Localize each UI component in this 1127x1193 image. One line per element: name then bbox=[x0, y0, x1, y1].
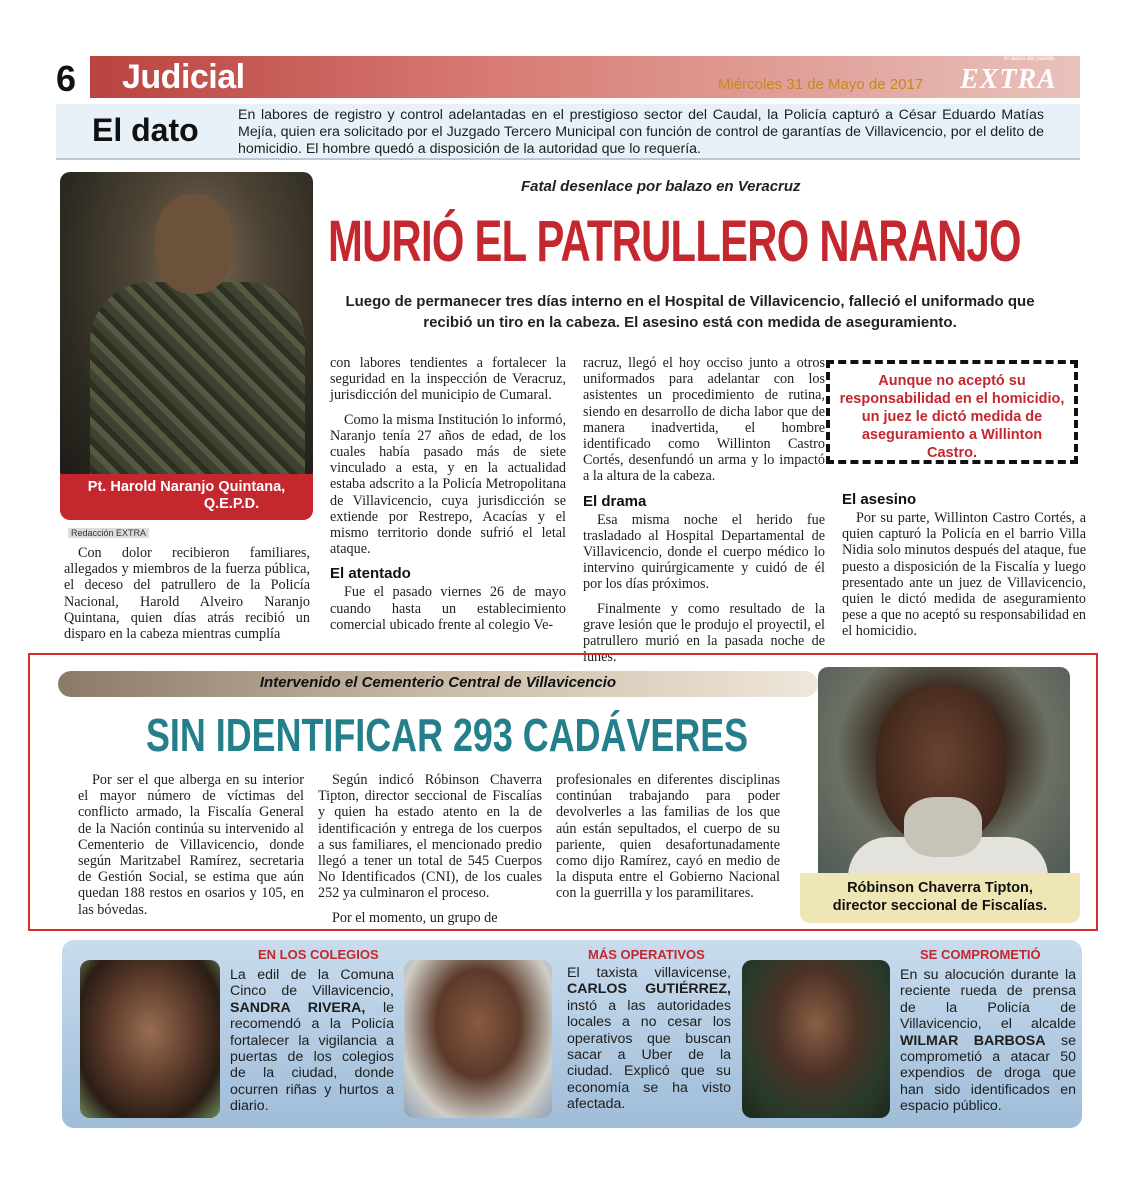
story2-headline: SIN IDENTIFICAR 293 CADÁVERES bbox=[146, 709, 749, 761]
brief-1-photo bbox=[80, 960, 220, 1118]
brief-2-photo bbox=[404, 960, 552, 1118]
subhead-atentado: El atentado bbox=[330, 565, 411, 583]
story2-kicker: Intervenido el Cementerio Central de Villavicencio bbox=[259, 674, 617, 691]
brief-2-head: MÁS OPERATIVOS bbox=[588, 947, 705, 962]
brief-3-head: SE COMPROMETIÓ bbox=[920, 947, 1041, 962]
paragraph: Como la misma Institución lo informó, Naranjo tenía 27 años de edad, de los cuales había pasado más de siete vinculado a esta, y en la actualidad estaba adscrito a la Policía Metropolitana de Villavicencio, cuya jurisdicción se extiende por Restrepo, Acacías y el mismo territorio donde sufrió el letal ataque. bbox=[330, 411, 566, 558]
brief-name: CARLOS GUTIÉRREZ, bbox=[567, 981, 731, 998]
brief-1-text bbox=[230, 967, 394, 1115]
paragraph: Por su parte, Willinton Castro Cortés, a quien capturó la Policía en el barrio Villa Nidia solo minutos después del ataque, fue puesto a disposición de la Fiscalía y luego presentado ante un juez de Villavicencio, quien le dictó medida de aseguramiento pese a que no aceptó su responsabilidad en el homicidio. bbox=[842, 510, 1086, 640]
story2-column-3 bbox=[556, 772, 780, 910]
dato-title: El dato bbox=[92, 112, 199, 148]
subhead-asesino: El asesino bbox=[842, 491, 917, 508]
brief-text-post: se comprometió a atacar 50 expendios de droga que han sido identificados en espacio público. bbox=[900, 1032, 1076, 1115]
publication-date: Miércoles 31 de Mayo de 2017 bbox=[718, 76, 924, 93]
brand-tagline: el diario del pueblo bbox=[1004, 56, 1055, 62]
paragraph: Según indicó Róbinson Chaverra Tipton, director seccional de Fiscalías y quien ha estado atento en la de identificación y entrega de los cuerpos a sus familiares, el mencionado predio llegó a tener un total de 545 Cuerpos No Identificados (CNI), de los cuales 252 ya culminaron el proceso. bbox=[318, 772, 542, 902]
brief-2-text bbox=[567, 965, 731, 1113]
director-photo-caption bbox=[800, 873, 1080, 923]
brief-text-pre: En su alocución durante la reciente rueda de prensa de la Policía de Villavicencio, el alcalde bbox=[900, 967, 1076, 1033]
paragraph: con labores tendientes a fortalecer la seguridad en la inspección de Veracruz, jurisdicción del municipio de Cumaral. bbox=[330, 355, 566, 404]
caption-name: Pt. Harold Naranjo Quintana, bbox=[87, 479, 286, 495]
story1-column-2 bbox=[330, 355, 566, 641]
story1-headline: MURIÓ EL PATRULLERO NARANJO bbox=[328, 209, 1021, 274]
page-number: 6 bbox=[56, 58, 77, 99]
brief-name: WILMAR BARBOSA bbox=[900, 1032, 1046, 1049]
director-photo bbox=[818, 667, 1070, 875]
story1-column-1 bbox=[64, 545, 310, 650]
paragraph: Finalmente y como resultado de la grave lesión que le produjo el proyectil, el patrullero murió en la pasada noche de lunes. bbox=[583, 600, 825, 666]
brief-text-post: instó a las autoridades locales a no cesar los operativos que buscan sacar a Uber de la ciudad. Explicó que su economía se ha visto afectada. bbox=[567, 997, 731, 1113]
story1-lede: Luego de permanecer tres días interno en el Hospital de Villavicencio, falleció el uniformado que recibió un tiro en la cabeza. El asesino está con medida de aseguramiento. bbox=[345, 293, 1035, 331]
brief-name: SANDRA RIVERA, bbox=[230, 999, 366, 1016]
paragraph: Fue el pasado viernes 26 de mayo cuando hasta un establecimiento comercial ubicado frente al colegio Ve- bbox=[330, 584, 566, 633]
brief-3-photo bbox=[742, 960, 890, 1118]
story1-column-4 bbox=[842, 487, 1086, 648]
paragraph: Esa misma noche el herido fue trasladado al Hospital Departamental de Villavicencio, donde el cuerpo médico lo intervino quirúrgicamente y cuidó de él por los días próximos. bbox=[583, 511, 825, 593]
brand-logo: EXTRA bbox=[960, 64, 1057, 95]
story1-kicker: Fatal desenlace por balazo en Veracruz bbox=[521, 178, 801, 195]
story2-column-2 bbox=[318, 772, 542, 934]
paragraph: racruz, llegó el hoy occiso junto a otros uniformados para adelantar con los asistentes un procedimiento de rutina, siendo en desarrollo de dicha labor que de manera inadvertida, el hombre identificado como Willinton Castro Cortés, desenfundó un arma y lo impactó a la altura de la cabeza. bbox=[583, 355, 825, 485]
caption-name: Róbinson Chaverra Tipton, bbox=[847, 880, 1033, 896]
caption-rip: Q.E.P.D. bbox=[203, 496, 260, 512]
paragraph: Con dolor recibieron familiares, allegados y miembros de la fuerza pública, el deceso del patrullero de la Policía Nacional, Harold Alveiro Naranjo Quintana, quien días atrás recibió un disparo en la cabeza mientras cumplía bbox=[64, 545, 310, 643]
byline: Redacción EXTRA bbox=[68, 528, 149, 538]
paragraph: Por ser el que alberga en su interior el mayor número de víctimas del conflicto armado, la Fiscalía General de la Nación continúa su intervenido al Cementerio de Villavicencio, donde según Maritzabel Ramírez, secretaria de Gestión Social, se estima que aún quedan 188 restos en osarios y 105, en las bóvedas. bbox=[78, 772, 304, 918]
dato-text: En labores de registro y control adelantadas en el prestigioso sector del Caudal, la Policía capturó a César Eduardo Matías Mejía, quien era solicitado por el Juzgado Tercero Municipal con función de control de garantías de Villavicencio, por el delito de homicidio. El hombre quedó a disposición de la autoridad que lo requería. bbox=[238, 107, 1044, 157]
patrolman-photo-caption bbox=[60, 474, 313, 520]
brief-text-pre: El taxista villavicense, bbox=[567, 965, 731, 981]
story1-column-3 bbox=[583, 355, 825, 673]
story2-column-1 bbox=[78, 772, 304, 926]
pull-quote: Aunque no aceptó su responsabilidad en el homicidio, un juez le dictó medida de aseguramiento a Willinton Castro. bbox=[839, 373, 1065, 461]
paragraph: Por el momento, un grupo de bbox=[332, 909, 498, 926]
section-title: Judicial bbox=[122, 58, 245, 96]
brief-1-head: EN LOS COLEGIOS bbox=[258, 947, 379, 962]
brief-3-text bbox=[900, 967, 1076, 1115]
subhead-drama: El drama bbox=[583, 492, 647, 510]
brief-text-pre: La edil de la Comuna Cinco de Villavicencio, bbox=[230, 967, 394, 1000]
patrolman-photo bbox=[60, 172, 313, 482]
brief-text-post: le recomendó a la Policía fortalecer la vigilancia a puertas de los colegios de la ciudad, donde ocurren riñas y hurtos a diario. bbox=[230, 999, 395, 1115]
paragraph: profesionales en diferentes disciplinas continúan trabajando para poder devolverles a las familias de los que aún están sepultados, el cuerpo de su pariente, quien desafortunadamente como dijo Ramírez, cayó en medio de la disputa entre el Gobierno Nacional con la guerrilla y los paramilitares. bbox=[556, 772, 780, 902]
caption-role: director seccional de Fiscalías. bbox=[832, 898, 1048, 914]
